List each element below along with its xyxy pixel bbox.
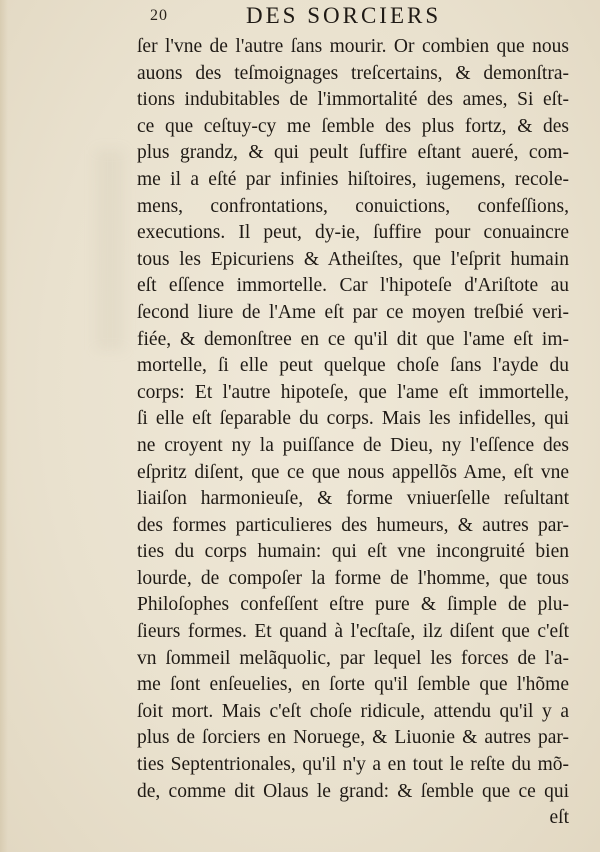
page-edge-shadow bbox=[0, 0, 8, 852]
text-line: ties du corps humain: qui eſt vne incongruité bien bbox=[137, 541, 569, 563]
text-line: tions indubitables de l'immortalité des ames, Si eſt- bbox=[137, 89, 569, 111]
text-line: ties Septentrionales, qu'il n'y a en tout le reſte du mõ- bbox=[137, 754, 569, 776]
text-line: ſieurs formes. Et quand à l'ecſtaſe, ilz diſent que c'eſt bbox=[137, 621, 569, 643]
ink-bleed-through bbox=[96, 150, 124, 350]
text-line: ne croyent ny la puiſſance de Dieu, ny l'eſſence des bbox=[137, 434, 569, 456]
running-title: DES SORCIERS bbox=[246, 3, 442, 28]
text-line: lourde, de compoſer la forme de l'homme, que tous bbox=[137, 567, 569, 589]
text-line: me ſont enſeuelies, en ſorte qu'il ſemble que l'hõme bbox=[137, 674, 569, 696]
body-text bbox=[137, 34, 569, 832]
text-line: Philoſophes confeſſent eſtre pure & ſimple de plu- bbox=[137, 594, 569, 616]
text-line: ſer l'vne de l'autre ſans mourir. Or combien que nous bbox=[137, 36, 569, 57]
text-line: plus grandz, & qui peult ſuffire eſtant aueré, com- bbox=[137, 142, 569, 164]
page-header bbox=[0, 3, 600, 33]
text-line: executions. Il peut, dy-ie, ſuffire pour conuaincre bbox=[137, 222, 569, 244]
text-line: mortelle, ſi elle peut quelque choſe ſans l'ayde du bbox=[137, 355, 569, 377]
text-line: ſoit mort. Mais c'eſt choſe ridicule, attendu qu'il y a bbox=[137, 700, 569, 722]
text-line: tous les Epicuriens & Atheiſtes, que l'eſprit humain bbox=[137, 248, 569, 270]
text-line: des formes particulieres des humeurs, & autres par- bbox=[137, 514, 569, 536]
text-line: plus de ſorciers en Noruege, & Liuonie & autres par- bbox=[137, 727, 569, 749]
text-line: fiée, & demonſtree en ce qu'il dit que l'ame eſt im- bbox=[137, 328, 569, 350]
text-line: corps: Et l'autre hipoteſe, que l'ame eſt immortelle, bbox=[137, 381, 569, 403]
page-number: 20 bbox=[150, 7, 168, 24]
text-line: liaiſon harmonieuſe, & forme vniuerſelle reſultant bbox=[137, 488, 569, 510]
text-line: eſt eſſence immortelle. Car l'hipoteſe d'Ariſtote au bbox=[137, 275, 569, 297]
text-line: eſpritz diſent, que ce que nous appellõs Ame, eſt vne bbox=[137, 461, 569, 483]
text-line: mens, confrontations, conuictions, confeſſions, bbox=[137, 195, 569, 217]
text-line: de, comme dit Olaus le grand: & ſemble que ce qui bbox=[137, 780, 569, 802]
catchword: eſt bbox=[549, 807, 569, 829]
text-line: ce que ceſtuy-cy me ſemble des plus fortz, & des bbox=[137, 115, 569, 137]
text-line: ſi elle eſt ſeparable du corps. Mais les infidelles, qui bbox=[137, 408, 569, 430]
text-line: me il a eſté par infinies hiſtoires, iugemens, recole- bbox=[137, 168, 569, 190]
text-line: auons des teſmoignages treſcertains, & demonſtra- bbox=[137, 62, 569, 84]
text-line: ſecond liure de l'Ame eſt par ce moyen treſbié veri- bbox=[137, 301, 569, 323]
text-line: vn ſommeil melãquolic, par lequel les forces de l'a- bbox=[137, 647, 569, 669]
